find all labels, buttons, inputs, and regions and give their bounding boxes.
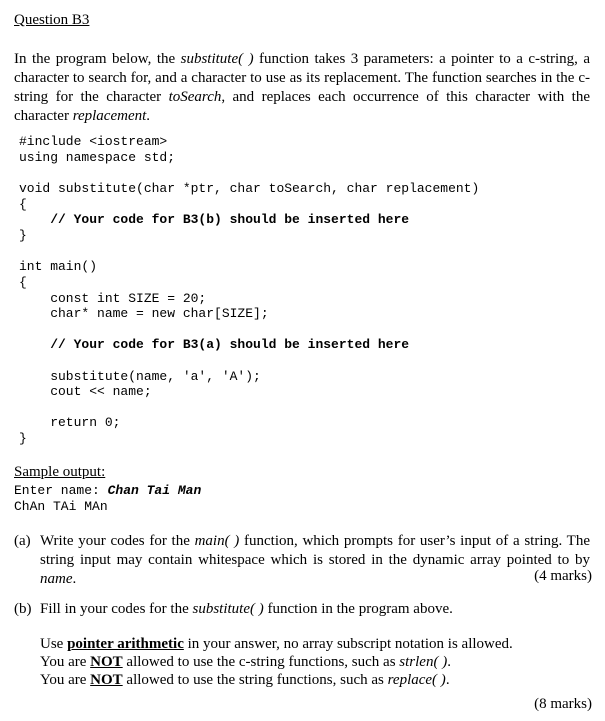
code-line: using namespace std;: [19, 150, 176, 165]
intro-paragraph: [14, 50, 590, 126]
qa-name-var: name: [40, 571, 73, 587]
code-line: }: [19, 228, 27, 243]
qa-text: function, which prompts for user’s input of a string. The string input may contain whitespace which is stored in the dynamic array pointed to by: [40, 533, 590, 568]
rule-text: .: [445, 672, 450, 688]
rule-no-string: [40, 671, 580, 690]
code-comment-b3a: // Your code for B3(a) should be inserted here: [19, 337, 410, 352]
rule-emphasis: NOT: [90, 654, 123, 670]
rule-func: strlen( ): [399, 654, 448, 670]
question-a-marks: (4 marks): [534, 568, 592, 584]
qb-func-name: substitute( ): [192, 601, 264, 617]
rule-text: You are: [40, 654, 91, 670]
rule-pointer-arithmetic: [40, 635, 580, 654]
code-line: cout << name;: [19, 384, 152, 399]
question-a: [14, 532, 590, 592]
sample-input: Chan Tai Man: [107, 483, 202, 498]
qa-text: Write your codes for the: [40, 533, 195, 549]
code-comment-b3b: // Your code for B3(b) should be inserted here: [19, 212, 410, 227]
sample-output-label: Sample output:: [14, 464, 106, 480]
question-a-label: (a): [14, 533, 31, 549]
intro-text: .: [146, 108, 151, 124]
code-line: {: [19, 197, 27, 212]
rule-func: replace( ): [387, 672, 446, 688]
qa-text: .: [72, 571, 77, 587]
rule-text: allowed to use the c-string functions, such as: [122, 654, 400, 670]
qb-text: function in the program above.: [263, 601, 453, 617]
code-line: substitute(name, 'a', 'A');: [19, 369, 261, 384]
sample-output-line: [14, 483, 201, 498]
question-title: Question B3: [14, 12, 90, 28]
qa-main-func: main( ): [194, 533, 240, 549]
intro-text: , and replaces each occurrence of this character with the character: [14, 89, 590, 124]
sample-prompt: Enter name:: [14, 483, 108, 498]
code-line: int main(): [19, 259, 98, 274]
rule-emphasis: pointer arithmetic: [67, 636, 184, 652]
code-line: void substitute(char *ptr, char toSearch, char replacement): [19, 181, 480, 196]
intro-func-name: substitute( ): [180, 51, 254, 67]
code-line: char* name = new char[SIZE];: [19, 306, 269, 321]
code-line: return 0;: [19, 415, 121, 430]
question-a-text: [40, 532, 590, 589]
rule-text: You are: [40, 672, 91, 688]
rule-emphasis: NOT: [90, 672, 123, 688]
rule-text: allowed to use the string functions, such as: [122, 672, 388, 688]
question-b-label: (b): [14, 601, 32, 617]
rule-text: in your answer, no array subscript notation is allowed.: [183, 636, 513, 652]
question-b-marks: (8 marks): [534, 696, 592, 712]
rule-text: .: [447, 654, 451, 670]
rule-text: Use: [40, 636, 68, 652]
code-line: const int SIZE = 20;: [19, 291, 207, 306]
intro-text: function takes 3 parameters: a pointer to a c-string, a character to search for, and a character to use as its replacement. The function searches in the c-string for the character: [14, 51, 590, 105]
intro-text: In the program below, the: [14, 51, 181, 67]
code-line: {: [19, 275, 27, 290]
sample-output-result: ChAn TAi MAn: [14, 499, 108, 514]
rule-no-cstring: [40, 653, 580, 672]
intro-param-replacement: replacement: [72, 108, 147, 124]
code-line: }: [19, 431, 27, 446]
question-b-text: [40, 600, 590, 619]
question-b: [14, 600, 590, 620]
code-line: #include <iostream>: [19, 134, 168, 149]
intro-param-tosearch: toSearch: [168, 89, 222, 105]
qb-text: Fill in your codes for the: [40, 601, 193, 617]
